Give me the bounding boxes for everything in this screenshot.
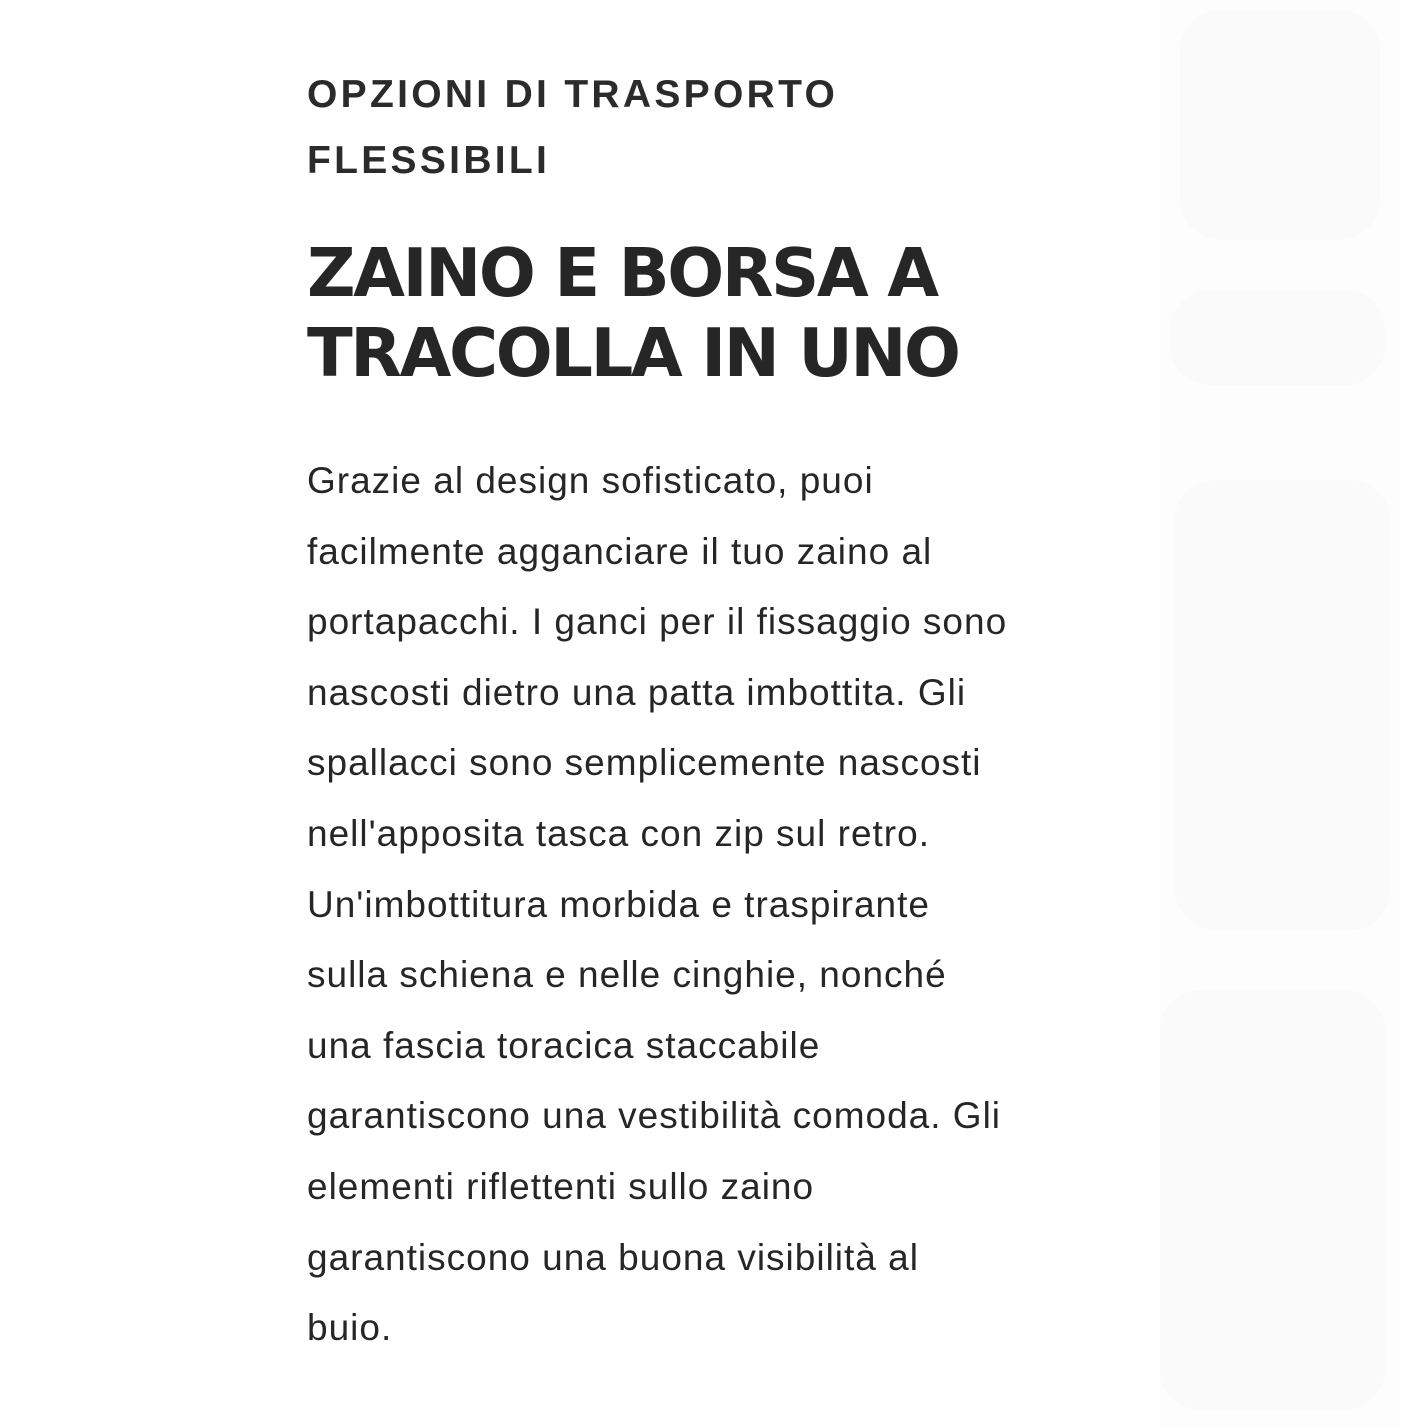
description-line: nascosti dietro una patta imbottita. Gli	[307, 671, 967, 713]
section-eyebrow	[307, 62, 1142, 194]
faded-product-image	[1160, 0, 1400, 1427]
section-headline	[307, 233, 1142, 393]
description-line: sulla schiena e nelle cinghie, nonché	[307, 954, 947, 996]
description-line: una fascia toracica staccabile	[307, 1024, 821, 1066]
faded-image-region	[1175, 480, 1390, 930]
headline-line: TRACOLLA IN UNO	[307, 314, 959, 392]
feature-section	[307, 62, 1142, 1364]
description-line: nell'apposita tasca con zip sul retro.	[307, 812, 930, 854]
description-line: Un'imbottitura morbida e traspirante	[307, 883, 930, 925]
description-line: garantiscono una vestibilità comoda. Gli	[307, 1095, 1002, 1137]
description-line: Grazie al design sofisticato, puoi	[307, 460, 874, 501]
description-line: elementi riflettenti sullo zaino	[307, 1165, 815, 1207]
section-description	[307, 446, 1142, 1364]
faded-image-region	[1180, 10, 1380, 240]
description-line: buio.	[307, 1307, 393, 1349]
description-line: facilmente agganciare il tuo zaino al	[307, 530, 933, 572]
description-line: portapacchi. I ganci per il fissaggio sono	[307, 601, 1008, 643]
headline-line: ZAINO E BORSA A	[307, 234, 937, 312]
description-line: spallacci sono semplicemente nascosti	[307, 742, 982, 784]
eyebrow-line: OPZIONI DI TRASPORTO	[307, 73, 839, 116]
description-line: garantiscono una buona visibilità al	[307, 1236, 919, 1278]
eyebrow-line: FLESSIBILI	[307, 139, 551, 182]
faded-image-region	[1160, 990, 1385, 1410]
faded-image-region	[1170, 290, 1385, 385]
